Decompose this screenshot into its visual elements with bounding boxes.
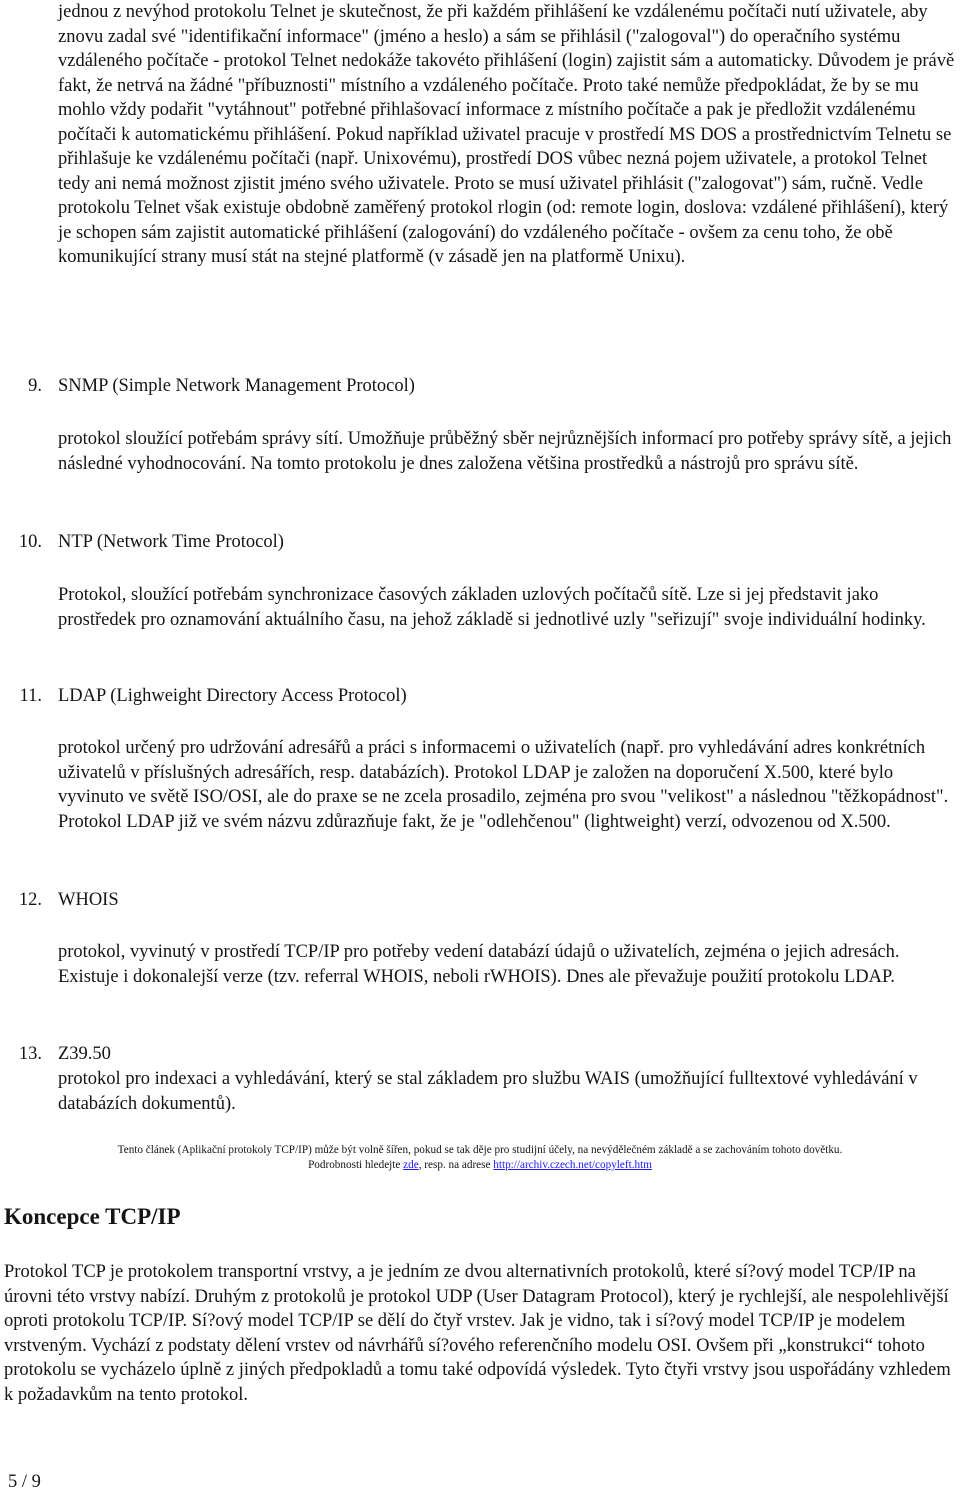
details-middle: , resp. na adrese <box>418 1159 494 1171</box>
item-body-z3950: protokol pro indexaci a vyhledávání, který se stal základem pro službu WAIS (umožňující fulltextové vyhledávání v databázích dokumentů). <box>58 1069 918 1114</box>
copyleft-url-link[interactable]: http://archiv.czech.net/copyleft.htm <box>493 1159 652 1171</box>
item-number: 12. <box>18 890 42 910</box>
item-title-z3950: Z39.50 <box>58 1044 111 1064</box>
item-number: 10. <box>18 532 42 552</box>
item-body-whois: protokol, vyvinutý v prostředí TCP/IP pro potřeby vedení databází údajů o uživatelích, zejména o jejich adresách. Existuje i dokonalejší verze (tzv. referral WHOIS, neboli rWHOIS). Dnes ale převažuje použití protokolu LDAP. <box>58 942 900 987</box>
section-heading: Koncepce TCP/IP <box>4 1204 181 1229</box>
item-title-whois: WHOIS <box>58 890 119 910</box>
details-prefix: Podrobnosti hledejte <box>308 1159 404 1171</box>
copyleft-details-line <box>0 1158 960 1173</box>
page-number: 5 / 9 <box>8 1472 41 1492</box>
item-body-ntp: Protokol, sloužící potřebám synchronizace časových základen uzlových počítačů sítě. Lze si jej představit jako prostředek pro oznamování aktuálního času, na jehož základě si jednotlivé uzly "seřizují" svoje individuální hodinky. <box>58 585 926 630</box>
item-body-snmp: protokol sloužící potřebám správy sítí. Umožňuje průběžný sběr nejrůznějších informací pro potřeby správy sítě, a jejich následné vyhodnocování. Na tomto protokolu je dnes založena většina prostředků a nástrojů pro správu sítě. <box>58 429 952 474</box>
item-number: 11. <box>19 686 42 706</box>
section-body: Protokol TCP je protokolem transportní vrstvy, a je jedním ze dvou alternativních protokolů, které sí?ový model TCP/IP na úrovni této vrstvy nabízí. Druhým z protokolů je protokol UDP (User Datagram Protocol), který je rychlejší, ale nespolehlivější oproti protokolu TCP/IP. Sí?ový model TCP/IP se dělí do čtyř vrstev. Jak je vidno, tak i sí?ový model TCP/IP je modelem vrstveným. Vychází z podstaty dělení vrstev od návrhářů sí?ového referenčního modelu OSI. Ovšem při „konstrukci“ tohoto protokolu se vycházelo úplně z jiných předpokladů a tomu také odpovídá výsledek. Tyto čtyři vrstvy jsou uspořádány vzhledem k požadavkům na tento protokol. <box>4 1262 951 1405</box>
item-title-snmp: SNMP (Simple Network Management Protocol) <box>58 376 415 396</box>
item-body-ldap: protokol určený pro udržování adresářů a práci s informacemi o uživatelích (např. pro vyhledávání adres konkrétních uživatelů v příslušných adresářích, resp. databázích). Protokol LDAP je založen na doporučení X.500, které bylo vyvinuto ve světě ISO/OSI, ale do praxe se ne zcela prosadilo, zejména pro svou "velikost" a následnou "těžkopádnost". Protokol LDAP již ve svém názvu zdůrazňuje fakt, že je "odlehčenou" (lightweight) verzí, odvozenou od X.500. <box>58 738 949 832</box>
item-number: 9. <box>28 376 42 396</box>
copyleft-note <box>0 1143 960 1173</box>
here-link[interactable]: zde <box>403 1159 419 1171</box>
intro-paragraph: jednou z nevýhod protokolu Telnet je skutečnost, že při každém přihlášení ke vzdálenému počítači nutí uživatele, aby znovu zadal své "identifikační informace" (jméno a heslo) a sám se přihlásil ("zalogoval") do operačního systému vzdáleného počítače - protokol Telnet nedokáže takovéto přihlášení (login) zajistit sám a automaticky. Důvodem je právě fakt, že netrvá na žádné "příbuznosti" místního a vzdáleného počítače. Proto také nemůže předpokládat, že by se mu mohlo vždy podařit "vytáhnout" potřebné přihlašovací informace z místního počítače a pak je předložit vzdálenému počítači k automatickému přihlášení. Pokud například uživatel pracuje v prostředí MS DOS a prostřednictvím Telnetu se přihlašuje ke vzdálenému počítači (např. Unixovému), prostředí DOS vůbec nezná pojem uživatele, a protokol Telnet tedy ani nemá možnost zjistit jméno svého uživatele. Proto se musí uživatel přihlásit ("zalogovat") sám, ručně. Vedle protokolu Telnet však existuje obdobně zaměřený protokol rlogin (od: remote login, doslova: vzdálené přihlášení), který je schopen sám zajistit automatické přihlášení (zalogování) do vzdáleného počítače - ovšem za cenu toho, že obě komunikující strany musí stát na stejné platformě (v zásadě jen na platformě Unixu). <box>58 2 955 267</box>
item-title-ldap: LDAP (Lighweight Directory Access Protocol) <box>58 686 407 706</box>
copyleft-line: Tento článek (Aplikační protokoly TCP/IP) může být volně šířen, pokud se tak děje pro studijní účely, na nevýdělečném základě a se zachováním tohoto dovětku. <box>117 1144 843 1156</box>
item-number: 13. <box>18 1044 42 1064</box>
item-title-ntp: NTP (Network Time Protocol) <box>58 532 284 552</box>
